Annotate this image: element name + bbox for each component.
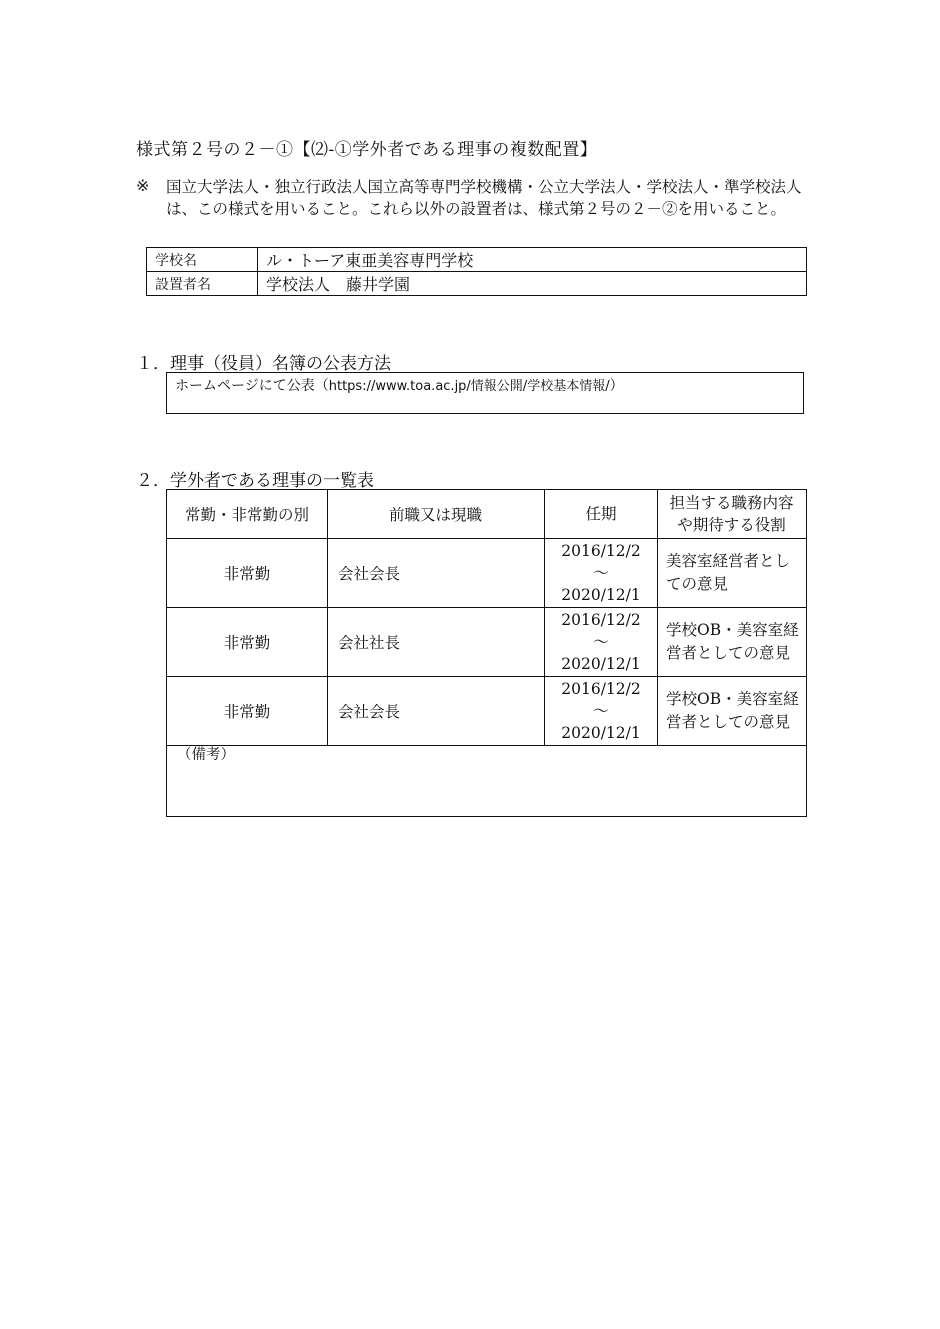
founder-value: 学校法人 藤井学園 (258, 272, 807, 296)
section2-title: ２．学外者である理事の一覧表 (136, 471, 374, 491)
role-line2: 営者としての意見 (666, 713, 791, 731)
directors-table (166, 489, 807, 746)
term-start: 2016/12/2 (561, 680, 641, 698)
row-role (658, 539, 807, 608)
term-end: 2020/12/1 (561, 655, 641, 673)
term-separator: ～ (593, 564, 609, 582)
table-row (167, 539, 807, 608)
row-position: 会社会長 (328, 677, 545, 746)
role-line2: ての意見 (666, 575, 729, 593)
school-name-value: ル・トーア東亜美容専門学校 (258, 248, 807, 272)
role-line1: 学校OB・美容室経 (666, 621, 799, 639)
role-line2: 営者としての意見 (666, 644, 791, 662)
school-info-table (146, 247, 807, 296)
row-position: 会社会長 (328, 539, 545, 608)
note-mark: ※ (136, 176, 150, 195)
header-type: 常勤・非常勤の別 (167, 490, 328, 539)
publication-url: https://www.toa.ac.jp/情報公開/学校基本情報/ (328, 379, 610, 394)
header-term: 任期 (545, 490, 658, 539)
table-row (167, 608, 807, 677)
header-role-line1: 担当する職務内容 (669, 494, 794, 512)
role-line1: 学校OB・美容室経 (666, 690, 799, 708)
school-name-row (147, 248, 807, 272)
remarks-label: （備考） (177, 747, 235, 763)
row-position: 会社社長 (328, 608, 545, 677)
publication-method-suffix: ） (609, 378, 624, 394)
row-term (545, 608, 658, 677)
row-type: 非常勤 (167, 608, 328, 677)
row-term (545, 677, 658, 746)
term-end: 2020/12/1 (561, 724, 641, 742)
term-start: 2016/12/2 (561, 542, 641, 560)
row-role (658, 677, 807, 746)
term-separator: ～ (593, 633, 609, 651)
term-end: 2020/12/1 (561, 586, 641, 604)
header-role (658, 490, 807, 539)
section1-title: １．理事（役員）名簿の公表方法 (136, 354, 391, 374)
row-type: 非常勤 (167, 677, 328, 746)
table-row (167, 677, 807, 746)
header-position: 前職又は現職 (328, 490, 545, 539)
school-name-label: 学校名 (147, 248, 258, 272)
form-title: 様式第２号の２－①【⑵-①学外者である理事の複数配置】 (136, 140, 598, 160)
header-role-line2: や期待する役割 (677, 516, 786, 534)
publication-method-prefix: ホームページにて公表（ (175, 378, 329, 394)
term-separator: ～ (593, 702, 609, 720)
founder-label: 設置者名 (147, 272, 258, 296)
row-role (658, 608, 807, 677)
row-type: 非常勤 (167, 539, 328, 608)
role-line1: 美容室経営者とし (666, 552, 791, 570)
row-term (545, 539, 658, 608)
term-start: 2016/12/2 (561, 611, 641, 629)
publication-method-box (166, 372, 804, 414)
table-header-row (167, 490, 807, 539)
founder-row (147, 272, 807, 296)
remarks-box (166, 740, 807, 817)
note-text: 国立大学法人・独立行政法人国立高等専門学校機構・公立大学法人・学校法人・準学校法人は、この様式を用いること。これら以外の設置者は、様式第２号の２－②を用いること。 (166, 178, 802, 218)
